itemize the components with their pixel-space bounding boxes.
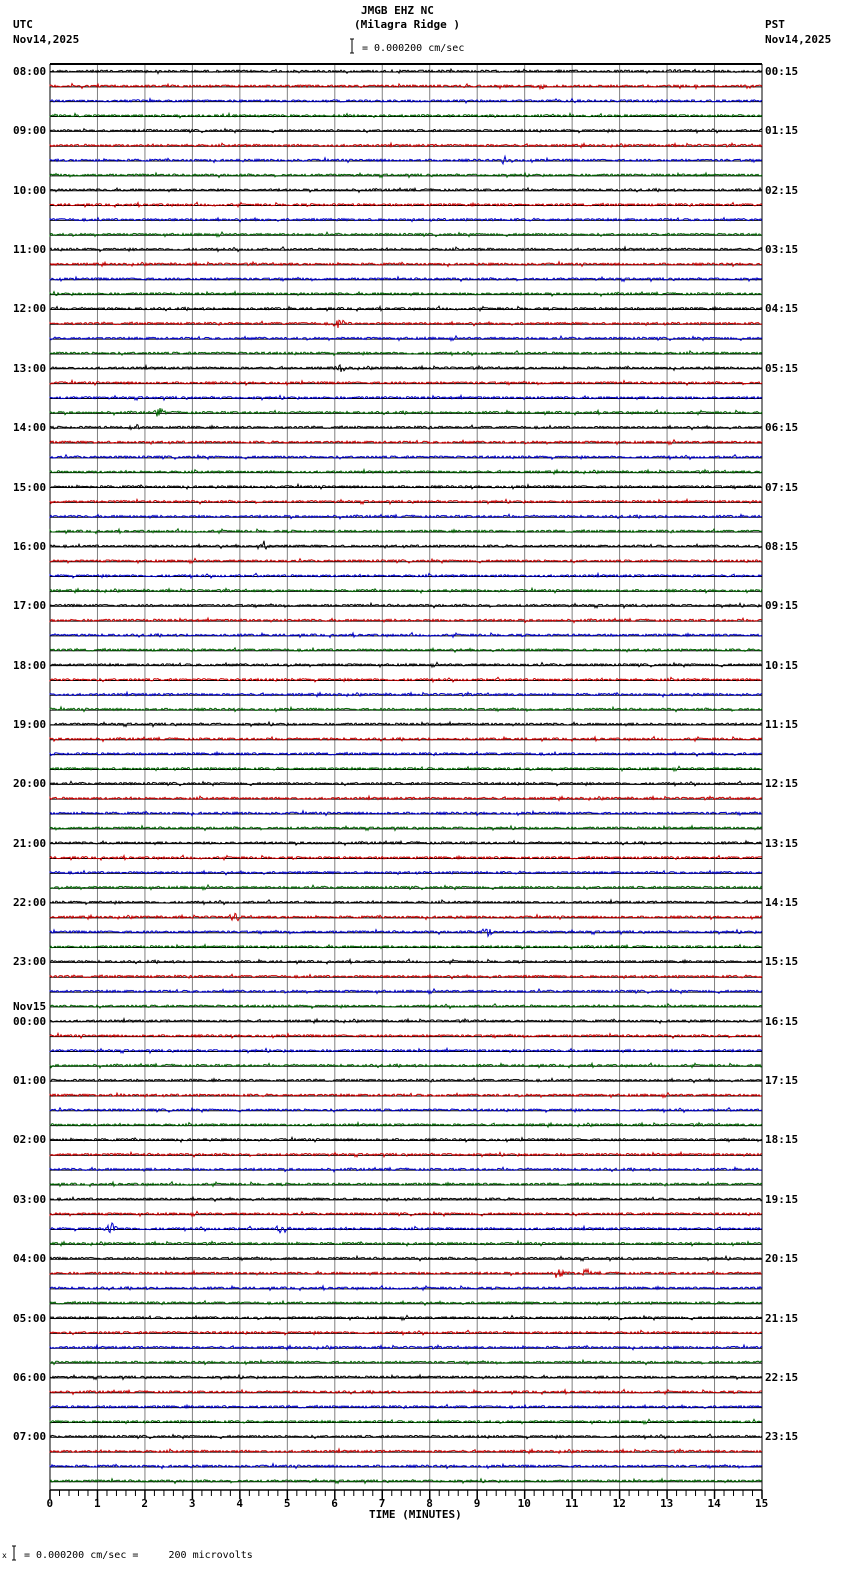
pst-hour-label: 12:15 (765, 777, 799, 791)
utc-hour-label: 06:00 (13, 1370, 47, 1384)
utc-hour-label: 22:00 (13, 896, 47, 910)
pst-hour-label: 04:15 (765, 302, 799, 316)
station-location: (Milagra Ridge ) (354, 18, 460, 31)
x-tick-label: 10 (517, 1497, 531, 1510)
x-tick-label: 4 (236, 1497, 243, 1510)
pst-hour-label: 02:15 (765, 183, 799, 197)
date-change-label: Nov15 (13, 999, 47, 1013)
utc-hour-label: 08:00 (13, 65, 47, 78)
pst-hour-label: 15:15 (765, 955, 799, 969)
pst-hour-label: 01:15 (765, 124, 799, 138)
left-timezone: UTC (13, 18, 33, 31)
pst-hour-label: 10:15 (765, 658, 799, 672)
x-tick-label: 12 (612, 1497, 626, 1510)
pst-hour-label: 22:15 (765, 1370, 799, 1384)
pst-hour-label: 03:15 (765, 243, 799, 257)
utc-hour-label: 09:00 (13, 124, 47, 138)
utc-hour-label: 02:00 (13, 1133, 47, 1147)
utc-hour-label: 16:00 (13, 539, 47, 553)
utc-hour-label: 15:00 (13, 480, 47, 494)
utc-hour-label: 13:00 (13, 361, 47, 375)
x-tick-label: 0 (46, 1497, 54, 1510)
utc-hour-label: 04:00 (13, 1252, 47, 1266)
station-title: JMGB EHZ NC (361, 4, 434, 17)
utc-hour-label: 21:00 (13, 836, 47, 850)
pst-hour-label: 09:15 (765, 599, 799, 613)
x-tick-label: 5 (283, 1497, 291, 1510)
minute-gridlines (50, 64, 762, 1490)
pst-hour-label: 17:15 (765, 1074, 799, 1088)
time-axis (50, 1490, 762, 1499)
scale-label: = 0.000200 cm/sec (362, 43, 465, 54)
pst-hour-label: 23:15 (765, 1430, 799, 1444)
utc-hour-label: 20:00 (13, 777, 47, 791)
footer-prefix: x (2, 1551, 7, 1560)
utc-hour-label: 01:00 (13, 1074, 47, 1088)
utc-hour-label: 00:00 (13, 1014, 47, 1028)
x-tick-label: 14 (707, 1497, 721, 1510)
utc-hour-label: 07:00 (13, 1430, 47, 1444)
pst-hour-label: 13:15 (765, 836, 799, 850)
pst-hour-label: 11:15 (765, 717, 799, 731)
x-axis-label: TIME (MINUTES) (369, 1508, 462, 1521)
pst-hour-label: 20:15 (765, 1252, 799, 1266)
right-timezone: PST (765, 18, 785, 31)
x-tick-label: 15 (755, 1497, 769, 1510)
x-tick-label: 7 (378, 1497, 386, 1510)
pst-hour-label: 18:15 (765, 1133, 799, 1147)
utc-hour-label: 05:00 (13, 1311, 47, 1325)
seismic-traces (50, 69, 762, 1483)
pst-hour-label: 05:15 (765, 361, 799, 375)
x-tick-label: 3 (188, 1497, 196, 1510)
pst-hour-label: 16:15 (765, 1014, 799, 1028)
x-tick-label: 13 (660, 1497, 674, 1510)
pst-hour-label: 07:15 (765, 480, 799, 494)
utc-hour-label: 10:00 (13, 183, 47, 197)
footer-scale-note: = 0.000200 cm/sec = 200 microvolts (24, 1550, 253, 1561)
x-tick-label: 11 (565, 1497, 579, 1510)
utc-hour-label: 12:00 (13, 302, 47, 316)
pst-hour-label: 19:15 (765, 1192, 799, 1206)
utc-hour-label: 23:00 (13, 955, 47, 969)
utc-hour-label: 17:00 (13, 599, 47, 613)
pst-hour-label: 14:15 (765, 896, 799, 910)
pst-hour-label: 06:15 (765, 421, 799, 435)
x-tick-label: 8 (426, 1497, 433, 1510)
pst-hour-label: 08:15 (765, 539, 799, 553)
x-tick-label: 2 (141, 1497, 149, 1510)
x-tick-label: 1 (93, 1497, 101, 1510)
utc-hour-label: 14:00 (13, 421, 47, 435)
utc-hour-label: 11:00 (13, 243, 47, 257)
utc-hour-label: 03:00 (13, 1192, 47, 1206)
utc-hour-label: 18:00 (13, 658, 47, 672)
left-date: Nov14,2025 (13, 33, 80, 46)
pst-hour-label: 21:15 (765, 1311, 799, 1325)
x-tick-label: 9 (473, 1497, 481, 1510)
right-date: Nov14,2025 (765, 33, 832, 46)
x-tick-label: 6 (331, 1497, 338, 1510)
pst-hour-label: 00:15 (765, 65, 799, 78)
utc-hour-label: 19:00 (13, 717, 47, 731)
